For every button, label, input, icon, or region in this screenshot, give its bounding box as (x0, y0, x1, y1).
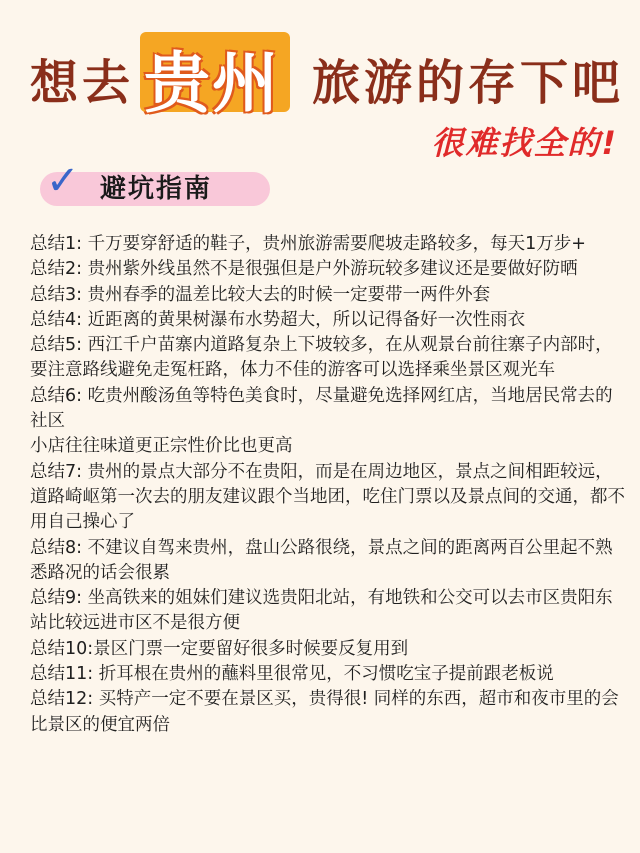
tip-label: 总结8: (30, 537, 83, 558)
tip-text: 买特产一定不要在景区买，贵得很! 同样的东西，超市和夜市里的会比景区的便宜两倍 (30, 689, 619, 735)
tip-item (30, 687, 630, 738)
title-highlight: 贵州 (144, 45, 280, 122)
tip-label: 总结11: (30, 664, 94, 685)
tip-item (30, 308, 630, 333)
tip-label: 总结9: (30, 588, 83, 609)
tip-text: 折耳根在贵州的蘸料里很常见，不习惯吃宝子提前跟老板说 (93, 664, 554, 685)
tip-text: 吃贵州酸汤鱼等特色美食时，尽量避免选择网红店，当地居民常去的社区 (30, 385, 613, 432)
tip-label: 总结2: (30, 259, 83, 280)
tip-text: 贵州春季的温差比较大去的时候一定要带一两件外套 (82, 284, 491, 305)
tip-item (30, 662, 630, 687)
tips-list (30, 232, 630, 738)
tip-item (30, 460, 630, 536)
tip-label: 总结4: (30, 309, 83, 330)
tip-item (30, 283, 630, 308)
tip-text: 贵州紫外线虽然不是很强但是户外游玩较多建议还是要做好防晒 (82, 259, 578, 280)
section-badge-label: 避坑指南 (100, 174, 213, 204)
tip-item (30, 333, 630, 384)
tip-text: 不建议自驾来贵州，盘山公路很绕，景点之间的距离两百公里起不熟悉路况的话会很累 (30, 537, 613, 583)
tip-item (30, 257, 630, 282)
tip-label: 总结5: (30, 335, 83, 356)
tip-item (30, 434, 630, 459)
tip-label: 总结1: (30, 234, 83, 254)
tip-label: 总结12: (30, 689, 94, 710)
tip-label: 总结6: (30, 385, 83, 406)
checkmark-icon: ✓ (46, 158, 80, 204)
subtitle: 很难找全的! (431, 124, 618, 162)
title-suffix: 旅游的存下吧 (312, 55, 625, 111)
title-banner (0, 30, 640, 122)
tip-item (30, 232, 630, 257)
tip-text: 贵州的景点大部分不在贵阳，而是在周边地区，景点之间相距较远，道路崎岖第一次去的朋友建议跟个当地团，吃住门票以及景点间的交通，都不用自己操心了 (30, 461, 625, 533)
tip-label: 总结10: (30, 638, 94, 659)
tip-label: 总结3: (30, 284, 83, 305)
tip-text: 景区门票一定要留好很多时候要反复用到 (93, 638, 409, 659)
tip-text: 西江千户苗寨内道路复杂上下坡较多，在从观景台前往寨子内部时，要注意路线避免走冤枉路，体力不佳的游客可以选择乘坐景区观光车 (30, 335, 613, 381)
tip-label: 总结7: (30, 461, 83, 482)
tip-text: 千万要穿舒适的鞋子，贵州旅游需要爬坡走路较多，每天1万步+ (82, 234, 586, 254)
tip-item (30, 586, 630, 637)
tip-text: 坐高铁来的姐妹们建议选贵阳北站，有地铁和公交可以去市区贵阳东站比较远进市区不是很方便 (30, 588, 613, 634)
tip-text: 近距离的黄果树瀑布水势超大，所以记得备好一次性雨衣 (82, 309, 526, 330)
tip-item (30, 384, 630, 435)
tip-text: 小店往往味道更正宗性价比也更高 (30, 436, 293, 457)
tip-item (30, 536, 630, 587)
title-prefix: 想去 (30, 55, 135, 111)
tip-item (30, 637, 630, 662)
